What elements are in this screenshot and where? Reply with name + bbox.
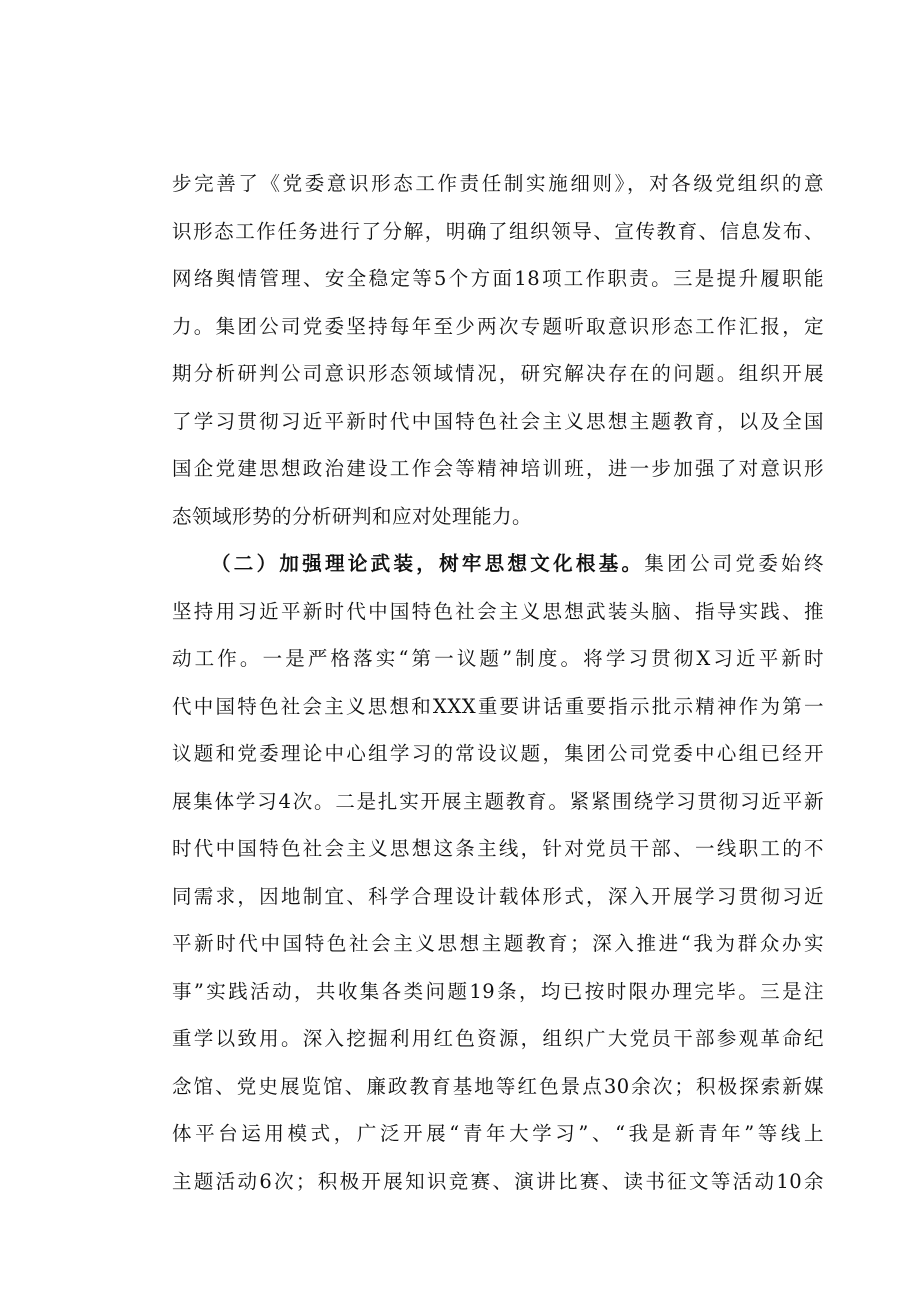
text-line: 展集体学习4次。二是扎实开展主题教育。紧紧围绕学习贯彻习近平新 [172,789,824,813]
text-line: 同需求，因地制宜、科学合理设计载体形式，深入开展学习贯彻习近 [172,884,824,908]
text-line: 代中国特色社会主义思想和XXX重要讲话重要指示批示精神作为第一 [172,694,824,718]
text-line: 识形态工作任务进行了分解，明确了组织领导、宣传教育、信息发布、 [172,219,824,243]
text-line: 了学习贯彻习近平新时代中国特色社会主义思想主题教育，以及全国 [172,409,824,433]
text-line: 念馆、党史展览馆、廉政教育基地等红色景点30余次；积极探索新媒 [172,1074,824,1098]
text-line: 平新时代中国特色社会主义思想主题教育；深入推进“我为群众办实 [172,932,824,955]
text-line: 力。集团公司党委坚持每年至少两次专题听取意识形态工作汇报，定 [172,314,824,338]
text-line: 态领域形势的分析研判和应对处理能力。 [172,504,533,528]
text-line: 步完善了《党委意识形态工作责任制实施细则》，对各级党组织的意 [172,172,824,195]
section-heading-continuation: 集团公司党委始终 [644,552,824,575]
text-line: 主题活动6次；积极开展知识竞赛、演讲比赛、读书征文等活动10余 [172,1169,824,1193]
text-line: 体平台运用模式，广泛开展“青年大学习”、“我是新青年”等线上 [172,1122,824,1145]
text-line: 国企党建思想政治建设工作会等精神培训班，进一步加强了对意识形 [172,457,824,480]
text-line: 网络舆情管理、安全稳定等5个方面18项工作职责。三是提升履职能 [172,267,824,290]
document-body [172,160,824,1205]
text-line: 期分析研判公司意识形态领域情况，研究解决存在的问题。组织开展 [172,362,824,385]
text-line: 议题和党委理论中心组学习的常设议题，集团公司党委中心组已经开 [172,742,824,765]
section-heading: （二）加强理论武装，树牢思想文化根基。 [211,552,645,575]
text-line: 事”实践活动，共收集各类问题19条，均已按时限办理完毕。三是注 [172,979,824,1003]
text-line: 时代中国特色社会主义思想这条主线，针对党员干部、一线职工的不 [172,837,824,860]
text-line: 坚持用习近平新时代中国特色社会主义思想武装头脑、指导实践、推 [172,599,824,623]
text-line: 动工作。一是严格落实“第一议题”制度。将学习贯彻X习近平新时 [172,647,824,670]
text-line: 重学以致用。深入挖掘利用红色资源，组织广大党员干部参观革命纪 [172,1027,824,1050]
section-heading-line [172,540,824,588]
